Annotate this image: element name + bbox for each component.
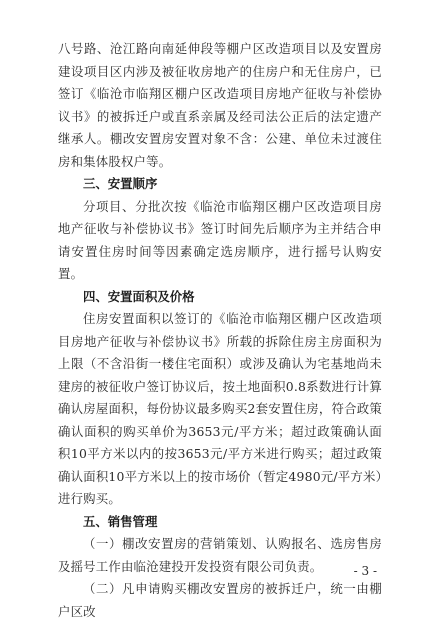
heading-sales-management: 五、销售管理 (83, 513, 158, 529)
document-body (58, 38, 382, 623)
page-number: - 3 - (353, 564, 377, 578)
paragraph-sales-item-2: （二）凡申请购买棚改安置房的被拆迁户，统一由棚户区改 (58, 581, 382, 619)
heading-area-and-price: 四、安置面积及价格 (83, 288, 195, 304)
paragraph-eligibility: 八号路、沧江路向南延伸段等棚户区改造项目以及安置房建设项目区内涉及被征收房地产的住房户和无住房户，已签订《临沧市临翔区棚户区改造项目房地产征收与补偿协议书》的被拆迁户或直系亲属及经司法公正后的法定遗产继承人。棚改安置房安置对象不含：公建、单位未过渡住房和集体股权户等。 (58, 41, 382, 169)
paragraph-allocation-order: 分项目、分批次按《临沧市临翔区棚户区改造项目房地产征收与补偿协议书》签订时间先后顺序为主并结合申请安置住房时间等因素确定选房顺序，进行摇号认购安置。 (58, 198, 382, 281)
heading-allocation-order: 三、安置顺序 (83, 176, 158, 191)
paragraph-area-and-price: 住房安置面积以签订的《临沧市临翔区棚户区改造项目房地产征收与补偿协议书》所载的拆除住房主房面积为上限（不含沿街一楼住宅面积）或涉及确认为宅基地尚未建房的被征收户签订协议后，按土地面积0.8系数进行计算确认房屋面积，每份协议最多购买2套安置住房，符合政策确认面积的购买单价为3653元/平方米；超过政策确认面积10平方米以内的按3653元/平方米进行购买；超过政策确认面积10平方米以上的按市场价（暂定4980元/平方米）进行购买。 (58, 311, 382, 506)
paragraph-sales-item-1: （一）棚改安置房的营销策划、认购报名、选房售房及摇号工作由临沧建投开发投资有限公司负责。 (58, 536, 382, 574)
